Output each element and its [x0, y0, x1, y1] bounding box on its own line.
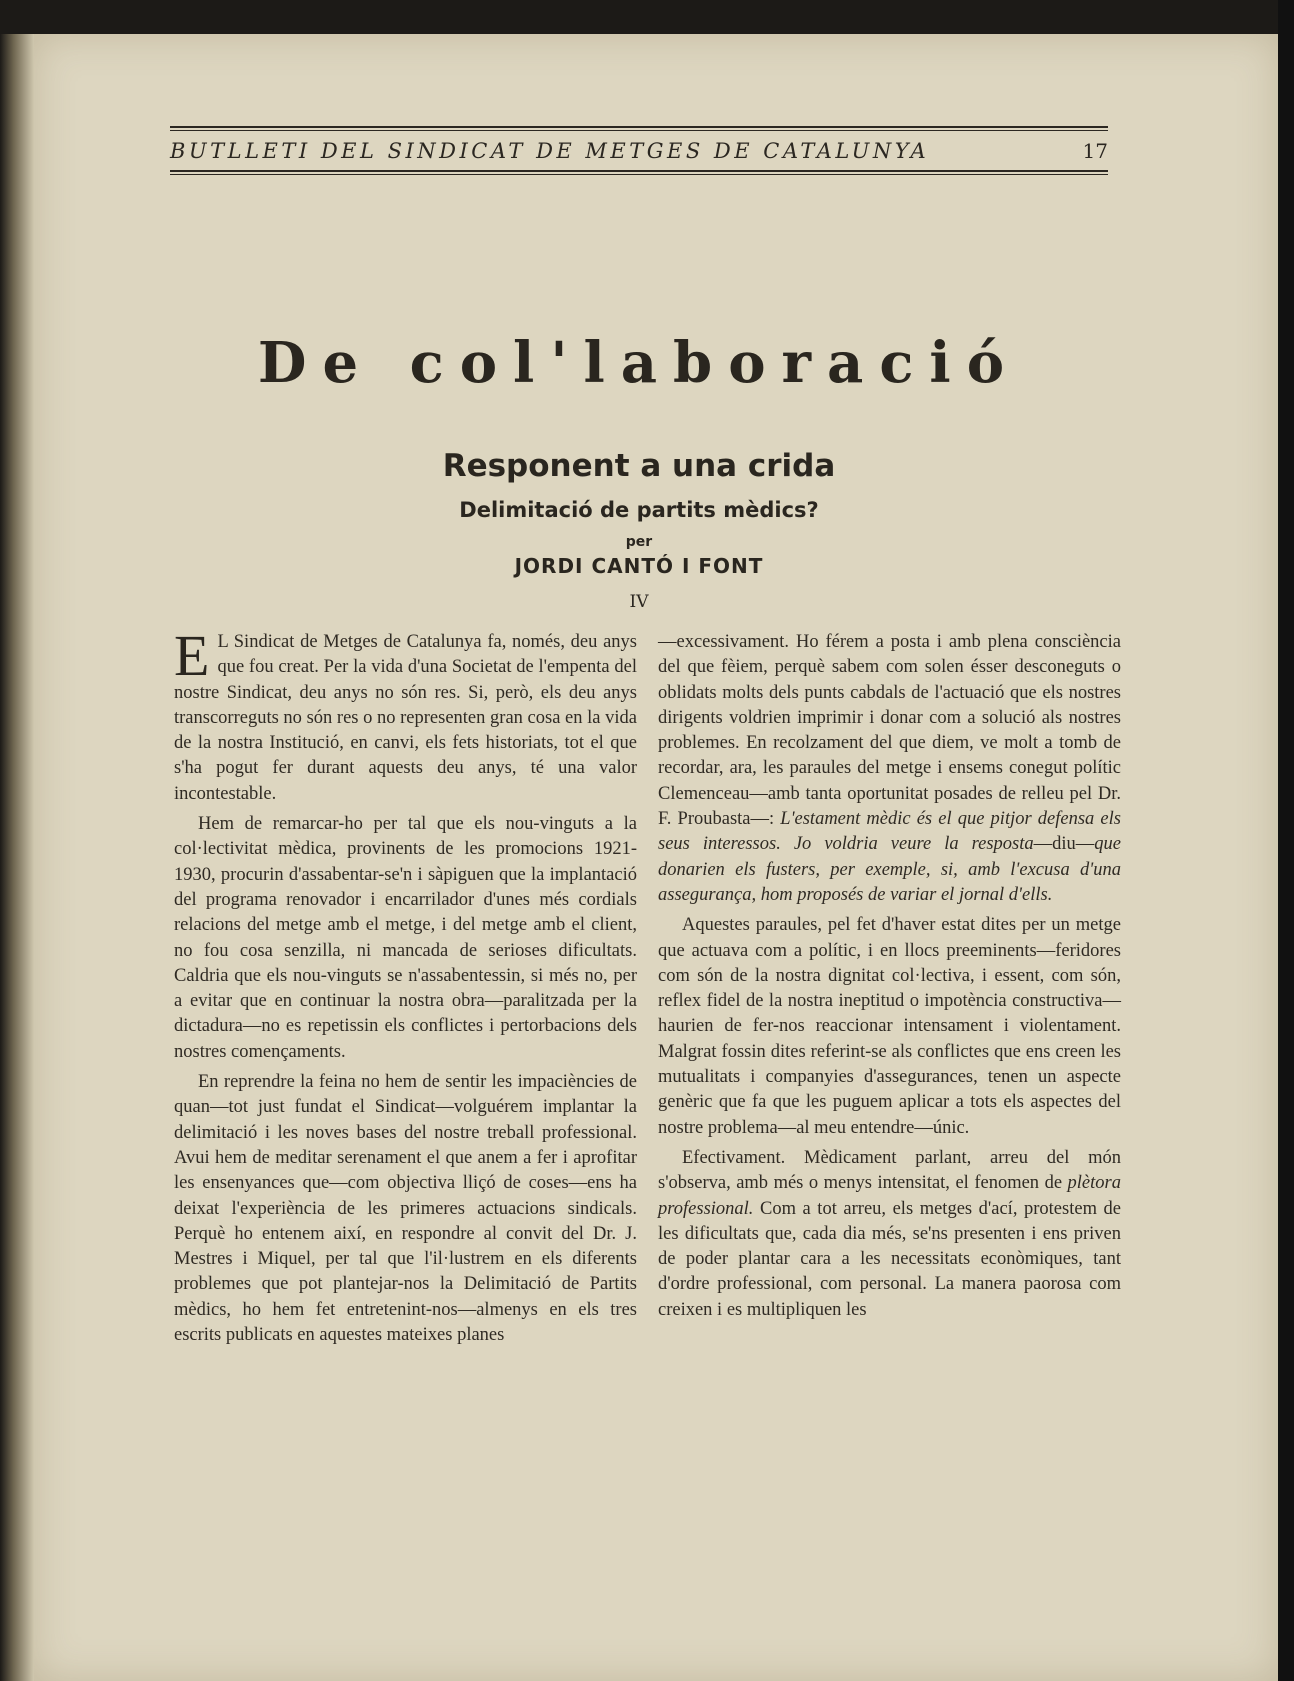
running-header	[170, 126, 1108, 175]
left-column	[174, 623, 637, 1348]
paragraph-text: L Sindicat de Metges de Catalunya fa, només, deu anys que fou creat. Per la vida d'una Societat de l'empenta del nostre Sindicat, deu anys no són res. Si, però, els deu anys transcorreguts no són res o no representen gran cosa en la vida de la nostra Institució, en canvi, els fets historiats, tot el que s'ha pogut fer durant aquests deu anys, té una valor incontestable.	[174, 632, 637, 804]
author-name: JORDI CANTÓ I FONT	[514, 554, 764, 578]
section-title: De col'laboració	[257, 330, 1021, 396]
binding-edge	[0, 34, 34, 1681]
article-subtitle: Delimitació de partits mèdics?	[459, 498, 819, 522]
paragraph-text: —diu—	[1033, 834, 1095, 855]
paragraph	[174, 623, 637, 807]
term-text: plètora professional.	[658, 1173, 1121, 1219]
byline-per: per	[625, 534, 653, 550]
paragraph: En reprendre la feina no hem de sentir les impaciències de quan—tot just fundat el Sindicat—volguérem implantar la delimitació i les noves bases del nostre treball professional. Avui hem de meditar serenament el que anem a fer i aprofitar les ensenyances que—com objectiva lliçó de coses—ens ha deixat l'experiència de les primeres actuacions sindicals. Perquè ho entenem així, en respondre al convit del Dr. J. Mestres i Miquel, per tal que l'il·lustrem en els diferents problemes que pot plantejar-nos la Delimitació de Partits mèdics, ho hem fet entretenint-nos—almenys en els tres escrits publicats en aquestes mateixes planes	[174, 1072, 637, 1346]
article-title: Responent a una crida	[442, 448, 836, 484]
header-row	[170, 131, 1108, 170]
paragraph-text: Com a tot arreu, els metges d'ací, protestem de les dificultats que, cada dia més, se'ns presenten i ens priven de poder plantar cara a les necessitats econòmiques, tant d'ordre professional, com personal. La manera paorosa com creixen i es multipliquen les	[658, 1198, 1121, 1320]
paragraph	[658, 1146, 1121, 1323]
part-number: IV	[629, 592, 649, 612]
paragraph: Aquestes paraules, pel fet d'haver estat dites per un metge que actuava com a polític, i en llocs preeminents—feridores com són de la nostra dignitat col·lectiva, i essent, com són, reflex fidel de la nostra ineptitud o impotència constructiva—haurien de fer-nos reaccionar intensament i violentament. Malgrat fossin dites referint-se als conflictes que ens creen les mutualitats i companyies d'assegurances, tenen un aspecte genèric que fa que les puguem aplicar a tots els aspectes del nostre problema—al meu entendre—únic.	[658, 915, 1121, 1138]
header-rule-bottom	[170, 170, 1108, 172]
paragraph-text: —excessivament. Ho férem a posta i amb plena consciència del que fèiem, perquè sabem com solen ésser desconeguts o oblidats molts dels punts cabdals de l'actuació que els nostres dirigents voldrien imprimir i donar com a solució als nostres problemes. En recolzament del que diem, ve molt a tomb de recordar, ara, les paraules del metge i ensems conegut polític Clemenceau—amb tanta oportunitat posades de relleu pel Dr. F. Proubasta—:	[658, 632, 1121, 830]
header-rule-bottom-thin	[170, 174, 1108, 175]
header-rule-top	[170, 126, 1108, 128]
right-column	[658, 630, 1121, 1323]
quote-text: L'estament mèdic és el que pitjor defensa els seus interessos. Jo voldria veure la resposta	[658, 809, 1121, 855]
paragraph	[658, 630, 1121, 908]
quote-text: que donarien els fusters, per exemple, si, amb l'excusa d'una assegurança, hom proposés de variar el jornal d'ells.	[658, 834, 1121, 905]
paragraph: Hem de remarcar-ho per tal que els nou-vinguts a la col·lectivitat mèdica, provinents de les promocions 1921-1930, procurin d'assabentar-se'n i sàpiguen que la implantació del programa renovador i encarrilador d'unes més cordials relacions del metge amb el metge, i del metge amb el client, no fou cosa senzilla, ni mancada de serioses dificultats. Caldria que els nou-vinguts se n'assabentessin, si més no, per a evitar que en continuar la nostra obra—paralitzada per la dictadura—no es repetissin els conflictes i pertorbacions dels nostres començaments.	[174, 814, 637, 1062]
paragraph-text: Efectivament. Mèdicament parlant, arreu del món s'observa, amb més o menys intensitat, el fenomen de	[658, 1147, 1121, 1194]
page-number: 17	[1082, 139, 1108, 163]
scan-border	[1278, 0, 1294, 1681]
journal-title: BUTLLETI DEL SINDICAT DE METGES DE CATALUNYA	[170, 139, 930, 163]
drop-cap: E	[174, 623, 210, 688]
